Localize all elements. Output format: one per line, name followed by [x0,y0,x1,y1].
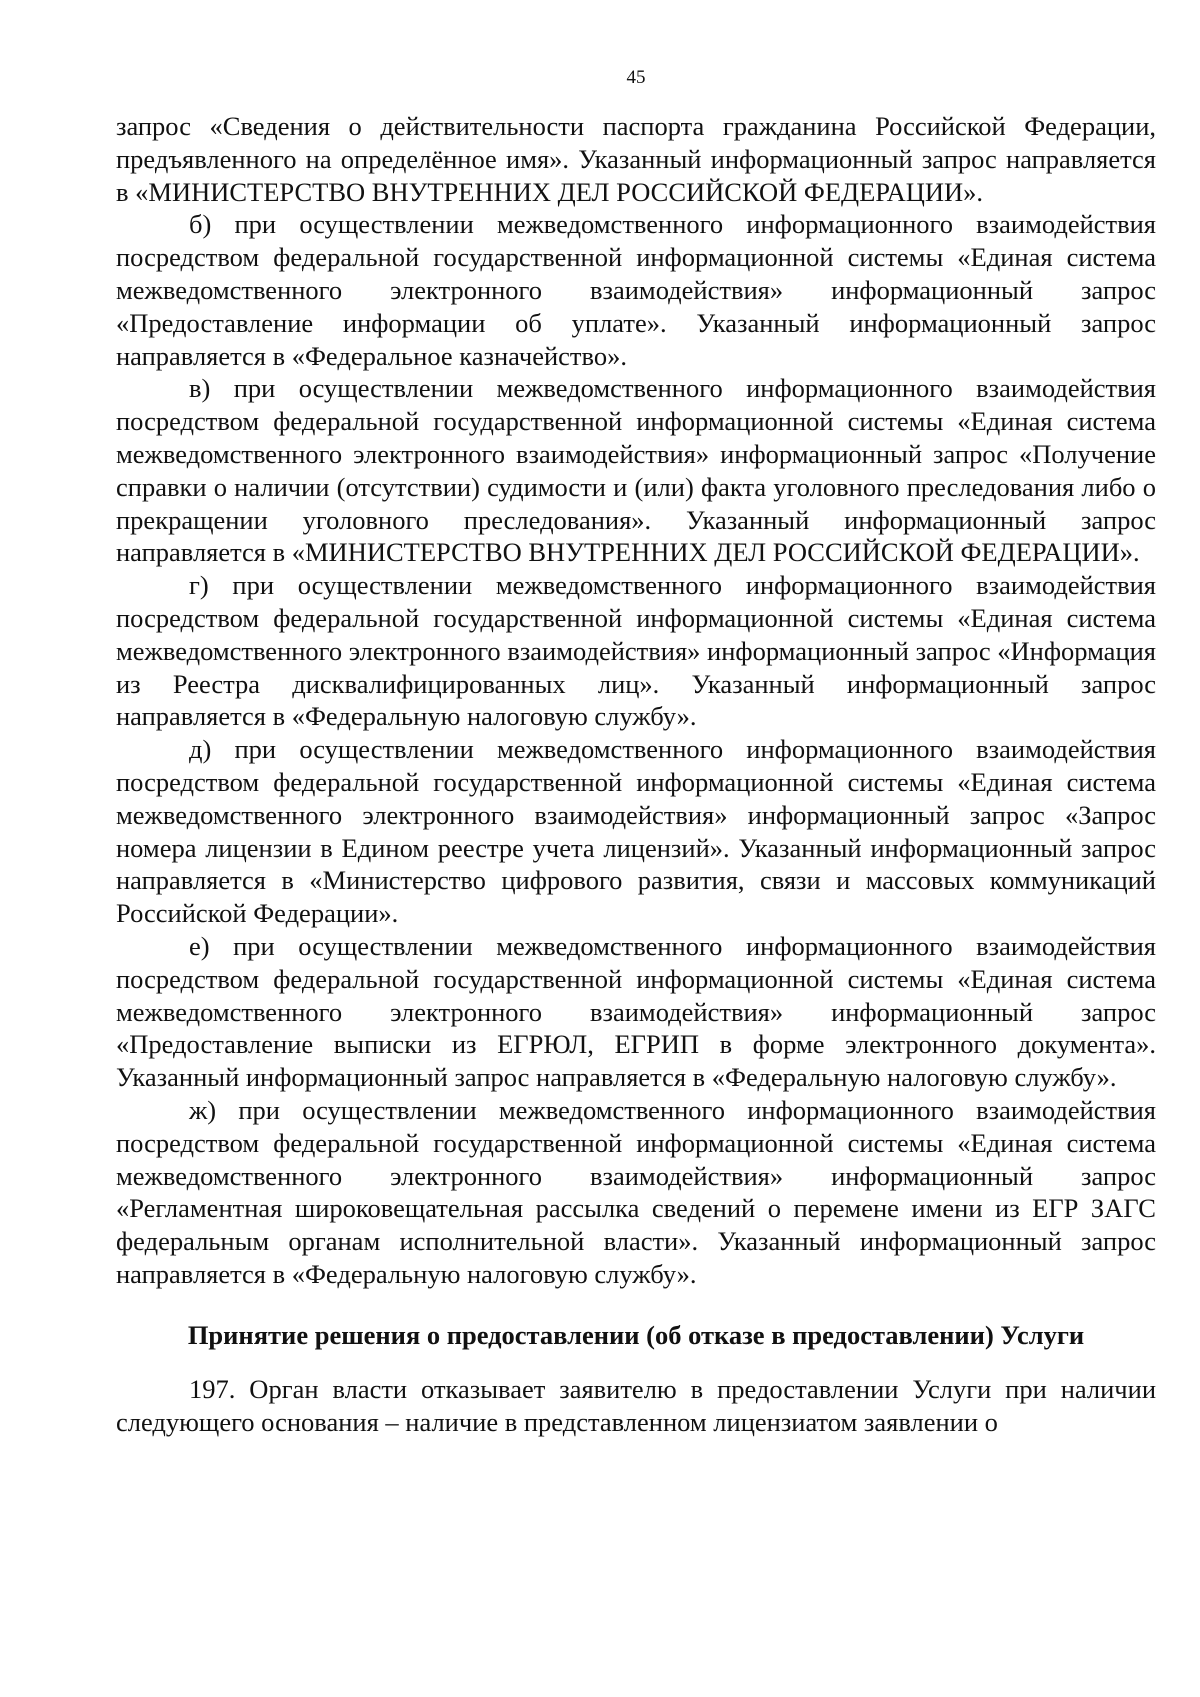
paragraph-197: 197. Орган власти отказывает заявителю в предоставлении Услуги при наличии следующего основания – наличие в представленном лицензиатом заявлении о [116,1374,1156,1438]
paragraph-item-zh: ж) при осуществлении межведомственного информационного взаимодействия посредством федеральной государственной информационной системы «Единая система межведомственного электронного взаимодействия» информационный запрос «Регламентная широковещательная рассылка сведений о перемене имени из ЕГР ЗАГС федеральным органам исполнительной власти». Указанный информационный запрос направляется в «Федеральную налоговую службу». [116,1094,1156,1289]
paragraph-item-g: г) при осуществлении межведомственного информационного взаимодействия посредством федеральной государственной информационной системы «Единая система межведомственного электронного взаимодействия» информационный запрос «Информация из Реестра дисквалифицированных лиц». Указанный информационный запрос направляется в «Федеральную налоговую службу». [116,570,1156,732]
paragraph-item-d: д) при осуществлении межведомственного информационного взаимодействия посредством федеральной государственной информационной системы «Единая система межведомственного электронного взаимодействия» информационный запрос «Запрос номера лицензии в Едином реестре учета лицензий». Указанный информационный запрос направляется в «Министерство цифрового развития, связи и массовых коммуникаций Российской Федерации». [116,734,1156,929]
paragraph-item-v: в) при осуществлении межведомственного информационного взаимодействия посредством федеральной государственной информационной системы «Единая система межведомственного электронного взаимодействия» информационный запрос «Получение справки о наличии (отсутствии) судимости и (или) факта уголовного преследования либо о прекращении уголовного преследования». Указанный информационный запрос направляется в «МИНИСТЕРСТВО ВНУТРЕННИХ ДЕЛ РОССИЙСКОЙ ФЕДЕРАЦИИ». [116,373,1156,568]
paragraph-continuation: запрос «Сведения о действительности паспорта гражданина Российской Федерации, предъявленного на определённое имя». Указанный информационный запрос направляется в «МИНИСТЕРСТВО ВНУТРЕННИХ ДЕЛ РОССИЙСКОЙ ФЕДЕРАЦИИ». [116,111,1156,207]
section-heading: Принятие решения о предоставлении (об отказе в предоставлении) Услуги [187,1319,1085,1350]
paragraph-item-b: б) при осуществлении межведомственного информационного взаимодействия посредством федеральной государственной информационной системы «Единая система межведомственного электронного взаимодействия» информационный запрос «Предоставление информации об уплате». Указанный информационный запрос направляется в «Федеральное казначейство». [116,209,1156,371]
document-page [116,66,1156,1439]
paragraph-item-e: е) при осуществлении межведомственного информационного взаимодействия посредством федеральной государственной информационной системы «Единая система межведомственного электронного взаимодействия» информационный запрос «Предоставление выписки из ЕГРЮЛ, ЕГРИП в форме электронного документа». Указанный информационный запрос направляется в «Федеральную налоговую службу». [116,930,1156,1093]
page-number: 45 [626,67,646,88]
